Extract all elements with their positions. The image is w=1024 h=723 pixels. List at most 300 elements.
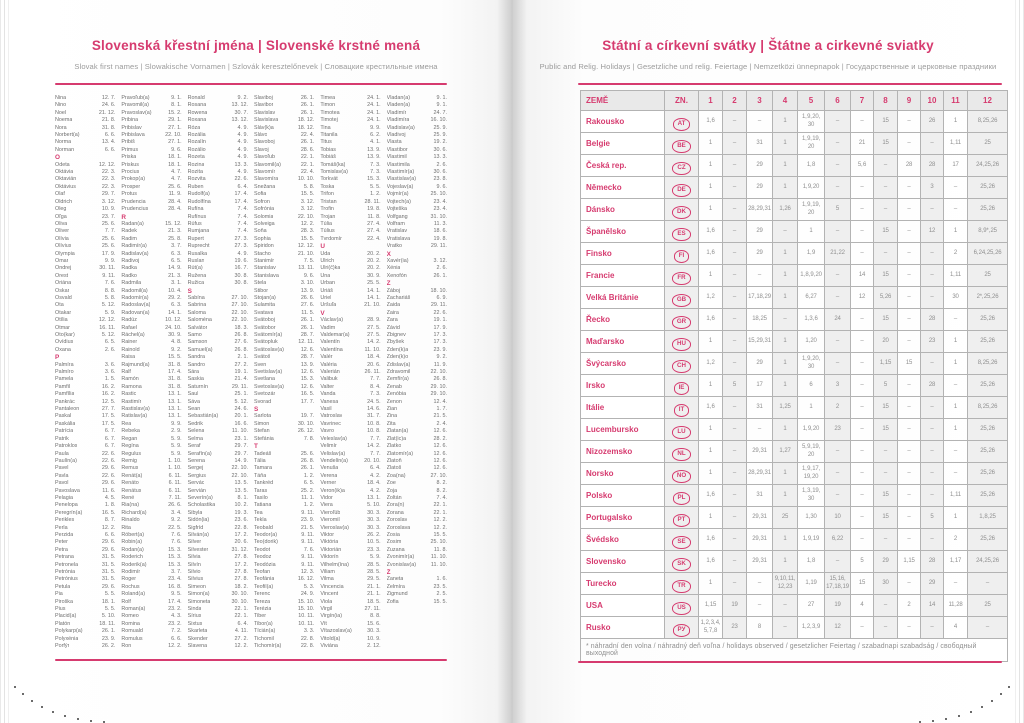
holiday-cell: 1 [773, 265, 798, 287]
holiday-cell: 1 [773, 243, 798, 265]
name-entry: Otakar 5. 9. [55, 309, 116, 316]
country-code-badge: BE [672, 140, 691, 152]
holiday-cell: 1 [699, 419, 723, 441]
name-entry: Timon 24. 1. [320, 102, 381, 109]
country-code-cell [665, 485, 699, 507]
country-name: Itálie [581, 397, 665, 419]
country-code-badge: IT [674, 404, 690, 416]
name-entry: Uriel 14. 1. [320, 294, 381, 301]
holiday-cell: – [851, 463, 874, 485]
holiday-cell: 28 [921, 309, 944, 331]
name-entry: Zbignev 17. 3. [386, 332, 447, 338]
holiday-cell: – [921, 485, 944, 507]
country-code-badge: FI [674, 250, 690, 262]
holiday-cell: – [874, 529, 898, 551]
name-entry: Silván(a) 17. 2. [187, 531, 248, 538]
name-entry: Vlasta 19. 2. [386, 139, 447, 146]
country-code-badge: SK [672, 558, 691, 570]
name-entry: Sláv(k)a 18. 12. [253, 124, 315, 131]
name-entry: Ota 5. 12. [55, 302, 116, 309]
holiday-cell: 25, 26 [968, 529, 1008, 551]
name-entry: Valéria 20. 6. [320, 361, 381, 368]
holiday-cell: 15 [874, 309, 898, 331]
holiday-cell: 5, 9, 19, 20 [798, 441, 825, 463]
name-entry: Stibor 13. 9. [253, 287, 315, 294]
holiday-cell: 2 [944, 529, 968, 551]
name-entry: Regan 5. 9. [121, 435, 182, 442]
name-entry: Zita 2. 4. [386, 420, 447, 427]
holiday-cell: 1, 15 [874, 353, 898, 375]
name-entry: Pankrác 12. 5. [55, 398, 116, 405]
country-name: Rakousko [581, 111, 665, 133]
name-entry: Saskia 21. 4. [187, 376, 248, 383]
country-row [581, 353, 1008, 375]
name-entry: Zbyšek 17. 3. [386, 339, 447, 346]
name-entry: Oľga 23. 7. [55, 213, 116, 220]
name-entry: Tiber 10. 11. [253, 613, 315, 620]
page-subtitle-left: Slovak first names | Slowakische Vornamen | Szlovák keresztelőnevek | Словацкие крестильные имена [74, 62, 438, 71]
name-entry: Sabína 27. 10. [187, 294, 248, 301]
country-code-cell [665, 309, 699, 331]
name-entry: Terenc 24. 9. [253, 591, 315, 598]
name-entry: Teofil(a) 5. 3. [253, 583, 315, 590]
country-code-cell [665, 573, 699, 595]
col-header-month-6: 6 [825, 91, 851, 111]
holiday-cell: 1, 8, 9, 20 [798, 265, 825, 287]
name-entry: Olívia 25. 6. [55, 235, 116, 242]
holiday-cell: – [773, 595, 798, 617]
letter-header: Ž [386, 569, 391, 576]
name-entry: Rozálio 4. 9. [187, 146, 248, 153]
holiday-cell: – [825, 485, 851, 507]
name-entry: Ratislav(a) 13. 1. [121, 413, 182, 420]
country-name: USA [581, 595, 665, 617]
name-entry: Polykarp(a) 26. 1. [55, 628, 116, 635]
holiday-cell: – [874, 441, 898, 463]
country-code-badge: CH [672, 360, 691, 372]
name-entry: Tadeáš 25. 6. [253, 450, 315, 457]
holiday-cell: 1, 9, 17, 19, 20 [798, 463, 825, 485]
holiday-cell: 17 [747, 375, 773, 397]
holiday-cell: 28 [898, 155, 921, 177]
name-entry: Ovídius 6. 5. [55, 339, 116, 346]
name-entry: Rastic 13. 1. [121, 391, 182, 398]
name-entry: Prokop(a) 4. 7. [121, 176, 182, 183]
name-entry: Zara 19. 1. [386, 317, 447, 324]
name-entry: Ramona 31. 8. [121, 383, 182, 390]
name-entry: Šimon 30. 10. [253, 420, 315, 427]
letter-header: P [55, 354, 60, 362]
name-entry: Simon(a) 30. 10. [187, 591, 248, 598]
holiday-cell: 1, 27 [773, 441, 798, 463]
country-code-cell [665, 155, 699, 177]
name-entry: Uda 20. 2. [320, 250, 381, 257]
name-entry: Vít 15. 6. [320, 620, 381, 627]
name-entry: Želmíra 23. 5. [386, 583, 447, 590]
name-entry: Sofrónia 3. 12. [253, 206, 315, 213]
name-entry: Ružica 30. 8. [187, 280, 248, 287]
name-entry: Sofia 15. 5. [253, 191, 315, 198]
name-entry: Slavena 12. 2. [187, 643, 248, 650]
name-entry: Terézia 15. 10. [253, 606, 315, 613]
holiday-cell: 24 [825, 309, 851, 331]
holiday-cell: – [851, 375, 874, 397]
name-entry: Sean 24. 6. [187, 406, 248, 413]
name-entry: Velimír 14. 2. [320, 443, 381, 450]
name-entry: Vratislava 19. 8. [386, 235, 447, 242]
holiday-cell: – [825, 133, 851, 155]
name-entry: Pantaleon 27. 7. [55, 406, 116, 413]
name-entry: Petrónius 31. 5. [55, 576, 116, 583]
holiday-cell: 23 [825, 419, 851, 441]
country-code-badge: IE [674, 382, 690, 394]
country-row [581, 397, 1008, 419]
country-code-cell [665, 133, 699, 155]
holiday-cell: – [723, 309, 747, 331]
name-entry: Sidón(ia) 23. 6. [187, 517, 248, 524]
name-entry: Vincent 21. 1. [320, 591, 381, 598]
holiday-cell: – [747, 573, 773, 595]
holiday-cell: – [921, 529, 944, 551]
holiday-cell: – [898, 485, 921, 507]
name-entry: Slaviboj 26. 1. [253, 95, 315, 101]
name-entry: Veleslav(a) 7. 7. [320, 435, 381, 442]
divider-rule-top-left [55, 83, 447, 85]
name-entry: Vlastimír(a) 30. 6. [386, 169, 447, 176]
name-entry: Toska 5. 5. [320, 183, 381, 190]
name-entry: Tomislav(a) 7. 3. [320, 169, 381, 176]
name-entry: Rozita 4. 9. [187, 169, 248, 176]
name-entry: Olaf 29. 7. [55, 191, 116, 198]
country-code-badge: HU [672, 338, 691, 350]
name-entry: Valdemar(a) 27. 5. [320, 332, 381, 338]
name-entry: Pavel 29. 6. [55, 465, 116, 472]
name-entry: Norbert(a) 6. 6. [55, 132, 116, 139]
name-entry: Remig 1. 10. [121, 457, 182, 464]
name-entry: Rolf 17. 4. [121, 598, 182, 605]
name-entry: Vanda 7. 3. [320, 391, 381, 398]
country-name: Řecko [581, 309, 665, 331]
holiday-cell: 1 [699, 133, 723, 155]
holiday-cell: 6, 22 [825, 529, 851, 551]
name-entry: Róza 4. 9. [187, 124, 248, 131]
name-entry: Rajmund(a) 31. 8. [121, 361, 182, 368]
name-entry: Raisa 15. 5. [121, 354, 182, 361]
name-entry: Zorana 22. 1. [386, 509, 447, 516]
holiday-cell: 28, 29, 31 [747, 463, 773, 485]
holiday-cell: 1, 9, 19, 20 [798, 199, 825, 221]
name-entry: Pravomil(a) 8. 1. [121, 102, 182, 109]
name-entry: Vatroslav 31. 7. [320, 413, 381, 420]
holiday-cell: 3 [921, 177, 944, 199]
holiday-cell: – [723, 485, 747, 507]
holiday-cell: 1 [944, 353, 968, 375]
name-entry: Virgín(ia) 8. 8. [320, 613, 381, 620]
name-entry: Rúfus 7. 4. [187, 220, 248, 227]
country-code-cell [665, 419, 699, 441]
col-header-month-11: 11 [944, 91, 968, 111]
name-entry: Serafín(a) 29. 7. [187, 450, 248, 457]
name-entry: Soňa 28. 3. [253, 228, 315, 235]
name-entry: Ria(na) 26. 6. [121, 502, 182, 509]
holiday-cell: 5 [825, 199, 851, 221]
name-entry: Rinaldo 9. 2. [121, 517, 182, 524]
name-entry: Zaida 29. 11. [386, 302, 447, 309]
holiday-cell: 1 [773, 551, 798, 573]
name-entry: Oldrich 3. 12. [55, 198, 116, 205]
holiday-cell: 25, 26 [968, 199, 1008, 221]
name-entry: Petula 29. 6. [55, 583, 116, 590]
country-code-badge: ES [672, 228, 690, 240]
name-entry: Petra 29. 6. [55, 546, 116, 553]
name-entry: Teofánia 16. 12. [253, 576, 315, 583]
name-entry: Stanimír 7. 5. [253, 257, 315, 264]
country-name: Polsko [581, 485, 665, 507]
holiday-cell: – [851, 529, 874, 551]
name-entry: Rastislav(a) 13. 1. [121, 406, 182, 413]
name-entry: Zvonimír(a) 11. 10. [386, 554, 447, 561]
name-entry: Norman 6. 6. [55, 146, 116, 153]
name-entry: Sibyla 19. 3. [187, 509, 248, 516]
holiday-cell: 25, 26 [968, 463, 1008, 485]
name-entry: Renáto 6. 11. [121, 480, 182, 487]
holiday-cell: 15 [874, 221, 898, 243]
name-entry: Slavoľub 22. 1. [253, 154, 315, 161]
holiday-cell: – [747, 265, 773, 287]
holiday-cell: – [825, 551, 851, 573]
name-entry: Stela 3. 10. [253, 280, 315, 287]
names-column [387, 95, 447, 655]
name-entry: Stacho 21. 10. [253, 250, 315, 257]
country-row [581, 595, 1008, 617]
divider-rule-top-right [578, 83, 1002, 85]
name-entry: Tea 9. 11. [253, 509, 315, 516]
name-entry: Zemfír(a) 26. 8. [386, 376, 447, 383]
holiday-cell: 1, 9, 19, 20 [798, 133, 825, 155]
holiday-cell: 5 [874, 375, 898, 397]
name-entry: Verena 4. 2. [320, 472, 381, 479]
holiday-cell: – [851, 485, 874, 507]
name-entry: Roxana 13. 12. [187, 117, 248, 124]
name-entry: Nino 24. 6. [55, 102, 116, 109]
name-entry: Noema 21. 8. [55, 117, 116, 124]
country-code-badge: NO [672, 470, 691, 482]
name-entry: Rufína 7. 4. [187, 206, 248, 213]
name-entry: Silvín 17. 2. [187, 561, 248, 568]
holiday-cell: 29 [747, 221, 773, 243]
holiday-cell: 1, 19 [798, 573, 825, 595]
holiday-cell: 15 [874, 419, 898, 441]
holiday-cell: – [874, 199, 898, 221]
name-entry: Romulus 6. 6. [121, 635, 182, 642]
holiday-cell: – [747, 111, 773, 133]
name-entry: Petronela 31. 5. [55, 561, 116, 568]
name-entry: Rosana 13. 12. [187, 102, 248, 109]
country-row [581, 441, 1008, 463]
holiday-cell: – [921, 463, 944, 485]
holiday-cell: 1 [773, 419, 798, 441]
table-footnote: * náhradní den volna / náhradný deň voľna / holidays observed / gesetzlicher Feiertag / szabadnapi szabadság / свободный выходной [581, 639, 1008, 662]
name-entry: Rastimír 13. 1. [121, 398, 182, 405]
holiday-cell: – [898, 573, 921, 595]
name-entry: Slavoj 28. 6. [253, 146, 315, 153]
holiday-cell: – [874, 155, 898, 177]
holiday-cell: 17 [944, 155, 968, 177]
name-entry: Zlatko 12. 6. [386, 443, 447, 450]
holiday-cell: – [851, 397, 874, 419]
holiday-cell: – [723, 353, 747, 375]
page-stack-edge-right [1014, 0, 1024, 723]
name-entry: Ráchel(a) 30. 9. [121, 332, 182, 338]
holiday-cell: 1 [798, 397, 825, 419]
name-entry: Pribislava 22. 10. [121, 132, 182, 139]
name-entry: Saloma 22. 10. [187, 309, 248, 316]
name-entry: Zlatan(a) 12. 6. [386, 428, 447, 435]
holiday-cell: 2 [898, 595, 921, 617]
country-code-cell [665, 617, 699, 639]
name-entry: Rainold 9. 2. [121, 346, 182, 353]
country-code-cell [665, 353, 699, 375]
name-entry: Viktorián 23. 3. [320, 546, 381, 553]
name-entry: Slavislav 26. 1. [253, 109, 315, 116]
name-entry: Rebeka 2. 9. [121, 428, 182, 435]
name-entry: Rupert 27. 3. [187, 235, 248, 242]
name-entry: Timea 24. 1. [320, 95, 381, 101]
name-entry: Remus 1. 10. [121, 465, 182, 472]
name-entry: Ondrej 30. 11. [55, 265, 116, 272]
holiday-cell: – [898, 265, 921, 287]
holiday-cell: 1, 30 [798, 507, 825, 529]
country-name: Turecko [581, 573, 665, 595]
name-entry: Vojmír(a) 25. 10. [386, 191, 447, 198]
name-entry: Tobiáš 13. 9. [320, 154, 381, 161]
name-entry: Palmíro 3. 6. [55, 369, 116, 376]
holiday-cell: 6 [798, 375, 825, 397]
name-entry: Zlatomír(a) 12. 6. [386, 450, 447, 457]
name-entry: Renát(a) 6. 11. [121, 472, 182, 479]
name-entry: Valter 8. 4. [320, 383, 381, 390]
holiday-cell: 1 [699, 199, 723, 221]
name-entry: Roderik(a) 15. 3. [121, 561, 182, 568]
holiday-cell: 1 [699, 441, 723, 463]
names-column [254, 95, 314, 655]
name-entry: Šarlota 19. 7. [253, 413, 315, 420]
holiday-cell: 28 [921, 375, 944, 397]
name-entry: Romuald 7. 2. [121, 628, 182, 635]
holiday-cell: – [723, 507, 747, 529]
name-entry: Ružena 30. 8. [187, 272, 248, 279]
name-entry: Slávo 22. 4. [253, 132, 315, 139]
country-row [581, 221, 1008, 243]
holiday-cell: 3 [825, 375, 851, 397]
name-entry: Rochus 16. 8. [121, 583, 182, 590]
holiday-cell: 1 [798, 221, 825, 243]
holiday-cell: – [723, 441, 747, 463]
name-entry: Sulamita 27. 6. [253, 302, 315, 309]
name-entry: Ruprecht 27. 3. [187, 243, 248, 250]
names-column [320, 95, 380, 655]
holiday-cell: 25, 26 [968, 331, 1008, 353]
country-name: Španělsko [581, 221, 665, 243]
name-entry: Oliva 25. 6. [55, 220, 116, 227]
holiday-cell: 1, 2 [699, 353, 723, 375]
name-entry: Torkvát 15. 3. [320, 176, 381, 183]
country-row [581, 617, 1008, 639]
name-entry: Salvátor 18. 3. [187, 324, 248, 331]
holiday-cell: – [825, 463, 851, 485]
col-header-month-8: 8 [874, 91, 898, 111]
name-entry: Vratislav 18. 6. [386, 228, 447, 235]
holiday-cell: 4 [851, 595, 874, 617]
name-entry: Žaneta 1. 6. [386, 576, 447, 583]
holiday-cell: 1, 3, 6 [798, 309, 825, 331]
name-entry: Olívius 25. 6. [55, 243, 116, 250]
holiday-cell: 15 [874, 265, 898, 287]
holiday-cell: – [851, 221, 874, 243]
holiday-cell: 15, 29, 31 [747, 331, 773, 353]
name-entry: Svatava 11. 5. [253, 309, 315, 316]
name-entry: Zenóbia 29. 10. [386, 391, 447, 398]
holiday-cell: – [898, 177, 921, 199]
holiday-cell: 29 [747, 177, 773, 199]
name-entry: Oskar 8. 8. [55, 287, 116, 294]
name-entry: Trojan 11. 8. [320, 213, 381, 220]
name-entry: Stojan(a) 26. 6. [253, 294, 315, 301]
name-entry: Saturnín 29. 11. [187, 383, 248, 390]
name-entry: Venuša 6. 4. [320, 465, 381, 472]
country-code-cell [665, 265, 699, 287]
holiday-cell: 29 [874, 551, 898, 573]
name-entry: Zoroslav 12. 2. [386, 517, 447, 524]
letter-header: O [55, 154, 60, 162]
name-entry: Olympia 17. 9. [55, 250, 116, 257]
name-entry: Zoroslava 12. 2. [386, 524, 447, 531]
name-entry: Vlastibor 30. 6. [386, 146, 447, 153]
country-code-cell [665, 243, 699, 265]
name-entry: Žigmund 2. 5. [386, 591, 447, 598]
name-entry: Polyxénia 23. 9. [55, 635, 116, 642]
name-entry: Vieromil 30. 3. [320, 517, 381, 524]
holiday-cell: – [723, 573, 747, 595]
holiday-cell: 1 [944, 397, 968, 419]
name-entry: Otília 12. 12. [55, 317, 116, 324]
name-entry: Valibuk 7. 7. [320, 376, 381, 383]
name-entry: Romeo 4. 3. [121, 613, 182, 620]
holiday-cell: – [898, 133, 921, 155]
holiday-cell: 1, 6 [699, 111, 723, 133]
name-entry: Radivoj 6. 5. [121, 257, 182, 264]
country-row [581, 375, 1008, 397]
country-row [581, 199, 1008, 221]
country-row [581, 155, 1008, 177]
country-code-cell [665, 463, 699, 485]
name-entry: Radomil(a) 10. 4. [121, 287, 182, 294]
holiday-cell: 1 [699, 331, 723, 353]
name-entry: Rusalka 4. 9. [187, 250, 248, 257]
holiday-cell: 8, 25, 26 [968, 353, 1008, 375]
holiday-cell: – [898, 331, 921, 353]
holiday-cell: 5 [921, 507, 944, 529]
name-entry: Vidor 13. 1. [320, 494, 381, 501]
holiday-cell: 26 [921, 111, 944, 133]
name-entry: Zosia 15. 5. [386, 531, 447, 538]
name-entry: Titanila 6. 2. [320, 132, 381, 139]
holiday-cell: – [944, 573, 968, 595]
name-entry: Vladislav(a) 25. 9. [386, 124, 447, 131]
col-header-month-3: 3 [747, 91, 773, 111]
name-entry: Slavoboj 26. 1. [253, 139, 315, 146]
name-entry: Silvio 27. 8. [187, 569, 248, 575]
